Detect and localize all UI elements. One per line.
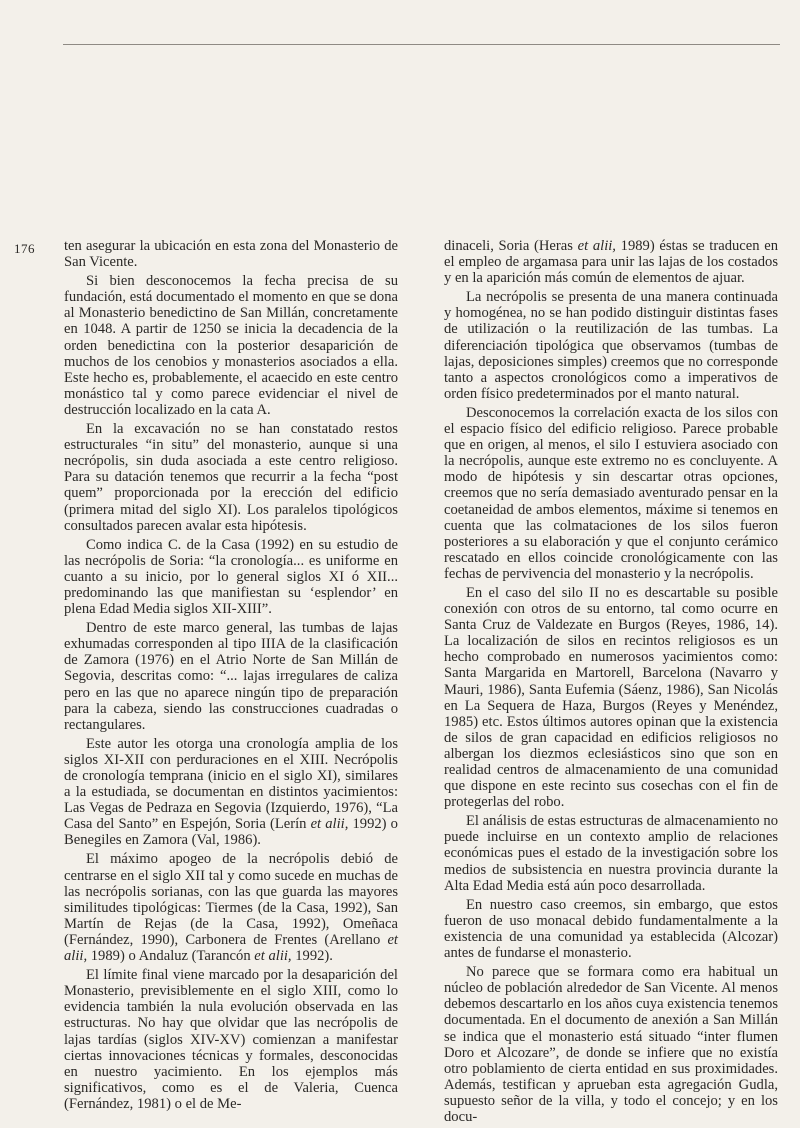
paragraph [444,585,778,810]
paragraph-text: 1992). [291,948,333,965]
paragraph [64,967,398,1112]
paragraph-text: En nuestro caso creemos, sin embargo, que estos fueron de uso monacal debido fundamentalmente a la existencia de una comunidad ya establecida (Alcozar) antes de fundarse el monasterio. [444,896,778,962]
paragraph [444,238,778,286]
italic-citation: et alii, [577,238,616,254]
paragraph [64,238,398,270]
paragraph-text: Si bien desconocemos la fecha precisa de su fundación, está documentado el momento en que se dona al Monasterio benedictino de San Millán, concretamente en 1048. A partir de 1250 se inicia la decadencia de la orden benedictina con la posterior desaparición de muchos de los cenobios y monasterios asociados a ella. Este hecho es, probablemente, el acaecido en este centro monástico tal y como parece evidenciar el nivel de destrucción localizado en la cata A. [64,273,398,418]
paragraph-text: 1989) o Andaluz (Tarancón [87,948,255,965]
paragraph-text: La necrópolis se presenta de una manera continuada y homogénea, no se han podido distinguir distintas fases de utilización o la reutilización de las tumbas. La diferenciación tipológica que observamos (tumbas de lajas, deposiciones simples) creemos que no corresponde tanto a aspectos cronológicos como a imperativos de orden físico predeterminados por el manto natural. [444,289,778,402]
paragraph-text: 1992) o Benegiles en Zamora (Val, 1986). [64,816,398,849]
paragraph [64,736,398,849]
paragraph [444,405,778,582]
paragraph-text: No parece que se formara como era habitual un núcleo de población alrededor de San Vicente. Al menos debemos descartarlo en los años cuya existencia tenemos documentada. En el documento de anexión a San Millán se indica que el monasterio está situado “inter flumen Doro et Alcozare”, de donde se infiere que no existía otro poblamiento de cierta entidad en sus proximidades. Además, testifican y aprueban esta agregación Gudla, supuesto señor de la villa, y todo el concejo; y en los docu- [444,964,778,1125]
paragraph [444,289,778,402]
left-column [64,238,398,1115]
paragraph-text: 1989) éstas se traducen en el empleo de argamasa para unir las lajas de los costados y en la aparición más común de elementos de ajuar. [444,238,779,287]
paragraph-text: Como indica C. de la Casa (1992) en su estudio de las necrópolis de Soria: “la cronología... es uniforme en cuanto a su inicio, por lo general siglos XI ó XII... predominando las que manifiestan su ‘esplendor’ en plena Edad Media siglos XII-XIII”. [64,536,398,618]
paragraph-text: Desconocemos la correlación exacta de los silos con el espacio físico del edificio religioso. Parece probable que en origen, al menos, el silo I estuviera asociado con la necrópolis, aunque este extremo no es concluyente. A modo de hipótesis y sin descartar otras opciones, creemos que no sería demasiado aventurado pensar en la coetaneidad de ambos elementos, máxime si tenemos en cuenta que las colmataciones de los silos fueron posteriores a su elaboración y que el conjunto cerámico rescatado en ellos coincide cronológicamente con las fechas de pervivencia del monasterio y la necrópolis. [444,404,778,582]
paragraph [64,851,398,964]
paragraph [64,620,398,733]
paragraph [444,897,778,961]
paragraph [444,813,778,893]
paragraph-text: El análisis de estas estructuras de almacenamiento no puede incluirse en un contexto amplio de relaciones económicas pues el estado de la investigación sobre los medios de subsistencia en nuestra provincia durante la Alta Edad Media está aún poco desarrollada. [444,813,778,894]
header-rule [63,44,780,45]
paragraph [64,273,398,418]
paragraph-text: Dentro de este marco general, las tumbas de lajas exhumadas corresponden al tipo IIIA de la clasificación de Zamora (1976) en el Atrio Norte de San Millán de Segovia, descritas como: “... lajas irregulares de caliza pero en las que no aparece ningún tipo de preparación para la cabeza, siendo las construcciones cuadradas o rectangulares. [64,620,398,733]
paragraph-text: ten asegurar la ubicación en esta zona del Monasterio de San Vicente. [64,238,398,271]
paragraph-text: En la excavación no se han constatado restos estructurales “in situ” del monasterio, aunque si una necrópolis, sin duda asociada a este centro religioso. Para su datación tenemos que recurrir a la fecha “post quem” proporcionada por la erección del edificio (primera mitad del siglo XI). Los paralelos tipológicos consultados parecen avalar esta hipótesis. [64,421,398,534]
paragraph-text: dinaceli, Soria (Heras [444,238,578,254]
paragraph [444,964,778,1125]
right-column [444,238,778,1128]
paragraph-text: El límite final viene marcado por la desaparición del Monasterio, previsiblemente en el siglo XIII, como lo evidencia también la nula evolución observada en las estructuras. No hay que olvidar que las necrópolis de lajas tardías (siglos XIV-XV) comienzan a manifestar ciertas innovaciones técnicas y formales, desconocidas en nuestro yacimiento. En los ejemplos más significativos, como es el de Valeria, Cuenca (Fernández, 1981) o el de Me- [64,967,398,1112]
italic-citation: et alii, [254,948,292,965]
paragraph [64,421,398,534]
italic-citation: et alii, [64,931,398,965]
paragraph-text: El máximo apogeo de la necrópolis debió de centrarse en el siglo XII tal y como sucede en muchas de las necrópolis sorianas, con las que guarda las mayores similitudes tipológicas: Tiermes (de la Casa, 1992), San Martín de Rejas (de la Casa, 1992), Omeñaca (Fernández, 1990), Carbonera de Frentes (Arellano [64,851,398,948]
paragraph-text: Este autor les otorga una cronología amplia de los siglos XI-XII con perduraciones en el XIII. Necrópolis de cronología temprana (inicio en el siglo XI), similares a la estudiada, se documentan en distintos yacimientos: Las Vegas de Pedraza en Segovia (Izquierdo, 1976), “La Casa del Santo” en Espejón, Soria (Lerín [64,735,398,833]
page-number: 176 [14,241,35,256]
paragraph-text: En el caso del silo II no es descartable su posible conexión con otros de su entorno, tal como ocurre en Santa Cruz de Valdezate en Burgos (Reyes, 1986, 14). La localización de silos en recintos religiosos es un hecho comprobado en numerosos yacimientos como: Santa Margarida en Martorell, Barcelona (Navarro y Mauri, 1986), Santa Eufemia (Sáenz, 1986), San Nicolás en La Sequera de Haza, Burgos (Reyes y Menéndez, 1985) etc. Estos últimos autores opinan que la existencia de silos de gran capacidad en edificios religiosos no albergan los diezmos eclesiásticos sino que son en realidad centros de almacenamiento de una comunidad que dispone en este recinto sus cosechas con el fin de protegerlas del robo. [444,584,778,811]
italic-citation: et alii, [310,816,349,833]
paragraph [64,537,398,617]
